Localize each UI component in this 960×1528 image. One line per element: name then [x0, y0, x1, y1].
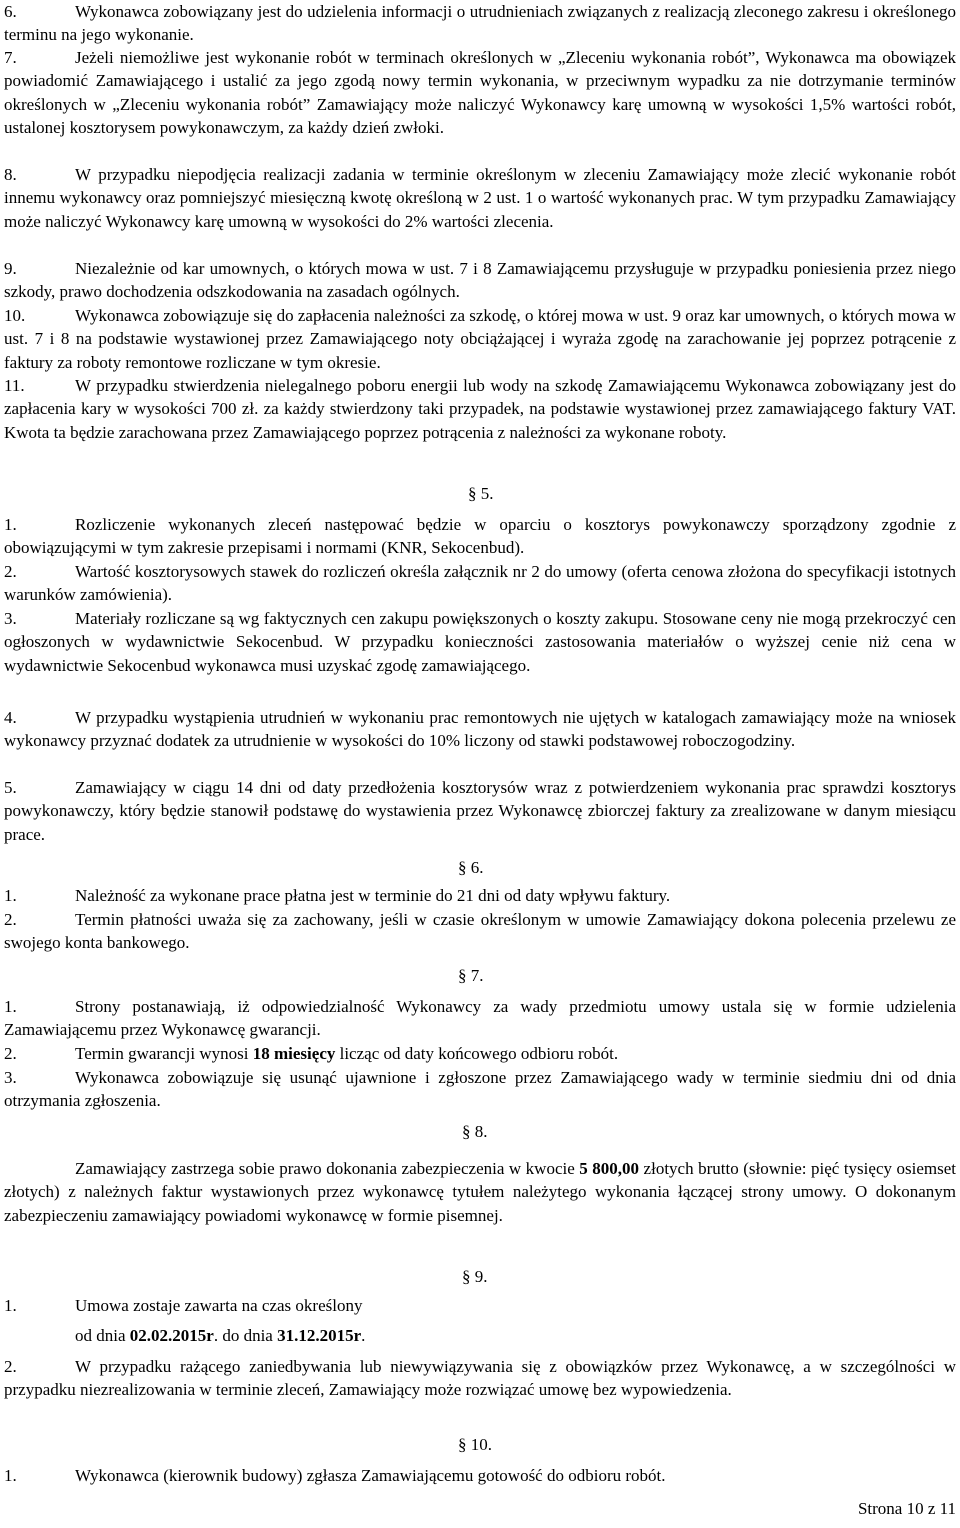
clause-text-end: licząc od daty końcowego odbioru robót.	[335, 1044, 619, 1063]
clause-10-1	[4, 1464, 956, 1487]
clause-text: Strony postanawiają, iż odpowiedzialność Wykonawcy za wady przedmiotu umowy ustala się w formie udzielenia Zamawiającemu przez Wykonawcę gwarancji.	[4, 997, 956, 1040]
section-number: 9.	[474, 1267, 488, 1286]
clause-text: Niezależnie od kar umownych, o których mowa w ust. 7 i 8 Zamawiającemu przysługuje w przypadku poniesienia przez niego szkody, prawo dochodzenia odszkodowania na zasadach ogólnych.	[4, 259, 956, 302]
clause-text: W przypadku wystąpienia utrudnień w wykonaniu prac remontowych nie ujętych w katalogach zamawiający może na wniosek wykonawcy przyznać dodatek za utrudnienie w wysokości do 10% liczony od stawki podstawowej roboczogodziny.	[4, 708, 956, 751]
clause-6-1	[4, 884, 956, 907]
clause-text: Rozliczenie wykonanych zleceń następować będzie w oparciu o kosztorys powykonawczy sporządzony zgodnie z obowiązującymi w tym zakresie przepisami i normami (KNR, Sekocenbud).	[4, 515, 956, 558]
page-footer: Strona 10 z 11	[857, 1499, 956, 1518]
section-heading-5	[468, 482, 494, 505]
clause-number: 2.	[4, 910, 17, 929]
clause-number: 1.	[4, 997, 17, 1016]
clause-number: 1.	[4, 515, 17, 534]
clause-number: 2.	[4, 1044, 17, 1063]
clause-number: 1.	[4, 1296, 17, 1315]
clause-text: Termin płatności uważa się za zachowany, jeśli w czasie określonym w umowie Zamawiający dokona polecenia przelewu ze swojego konta bankowego.	[4, 910, 956, 953]
clause-number: 3.	[4, 609, 17, 628]
clause-number: 10.	[4, 306, 26, 325]
clause-text: Zamawiający w ciągu 14 dni od daty przedłożenia kosztorysów wraz z potwierdzeniem wykonania prac sprawdzi kosztorys powykonawczy, który będzie stanowił podstawę do wystawienia przez Wykonawcę zbiorczej faktury za zrealizowane w danym miesiącu prace.	[4, 778, 956, 844]
clause-4-7	[4, 46, 956, 140]
section-sign: §	[458, 1435, 471, 1454]
clause-4-9	[4, 257, 956, 304]
section-number: 7.	[470, 966, 484, 985]
clause-text: Wykonawca zobowiązany jest do udzielenia informacji o utrudnieniach związanych z realizacją zleconego zakresu i określonego terminu na jego wykonanie.	[4, 2, 956, 45]
section-sign: §	[458, 858, 471, 877]
section-number: 6.	[470, 858, 484, 877]
clause-5-2	[4, 560, 956, 607]
clause-number: 9.	[4, 259, 17, 278]
clause-4-10	[4, 304, 956, 374]
clause-number: 3.	[4, 1068, 17, 1087]
contract-period	[75, 1324, 365, 1347]
clause-text: W przypadku niepodjęcia realizacji zadania w terminie określonym w zleceniu Zamawiający może zlecić wykonanie robót innemu wykonawcy oraz pomniejszyć miesięczną kwotę określoną w 2 ust. 1 o wartość wykonanych prac. W tym przypadku Zamawiający może naliczyć Wykonawcy karę umowną w wysokości do 2% wartości zlecenia.	[4, 165, 956, 231]
clause-7-1	[4, 995, 956, 1042]
clause-number: 2.	[4, 1357, 17, 1376]
warranty-period: 18 miesięcy	[252, 1044, 336, 1063]
clause-text: Materiały rozliczane są wg faktycznych cen zakupu powiększonych o koszty zakupu. Stosowane ceny nie mogą przekroczyć cen ogłoszonych w wydawnictwie Sekocenbud. W przypadku konieczności zastosowania materiałów o wyższej cenie niż cena w wydawnictwie Sekocenbud wykonawca musi uzyskać zgodę zamawiającego.	[4, 609, 956, 675]
section-heading-8	[462, 1120, 488, 1143]
clause-number: 1.	[4, 1466, 17, 1485]
clause-6-2	[4, 908, 956, 955]
clause-5-1	[4, 513, 956, 560]
clause-text: Zamawiający zastrzega sobie prawo dokonania zabezpieczenia w kwocie	[75, 1159, 580, 1178]
clause-5-4	[4, 706, 956, 753]
section-sign: §	[462, 1122, 475, 1141]
clause-number: 8.	[4, 165, 17, 184]
clause-4-6	[4, 0, 956, 47]
security-amount: 5 800,00	[579, 1159, 640, 1178]
clause-text: Umowa zostaje zawarta na czas określony	[75, 1296, 363, 1315]
clause-9-2	[4, 1355, 956, 1402]
clause-number: 2.	[4, 562, 17, 581]
clause-text: Wykonawca zobowiązuje się usunąć ujawnione i zgłoszone przez Zamawiającego wady w terminie siedmiu dni od dnia otrzymania zgłoszenia.	[4, 1068, 956, 1111]
date-suffix: .	[361, 1326, 366, 1345]
clause-text: Jeżeli niemożliwe jest wykonanie robót w terminach określonych w „Zleceniu wykonania robót”, Wykonawca ma obowiązek powiadomić Zamawiającego i ustalić za jego zgodą nowy termin wykonania, w przeciwnym wypadku za nie dotrzymanie terminów określonych w „Zleceniu wykonania robót” Zamawiający może naliczyć Wykonawcy karę umowną w wysokości 1,5% wartości robót, ustalonej kosztorysem powykonawczym, za każdy dzień zwłoki.	[4, 48, 956, 138]
end-date: 31.12.2015r	[277, 1326, 362, 1345]
section-sign: §	[462, 1267, 475, 1286]
clause-text: W przypadku stwierdzenia nielegalnego poboru energii lub wody na szkodę Zamawiającemu Wykonawca zobowiązany jest do zapłacenia kary w wysokości 700 zł. za każdy stwierdzony taki przypadek, na podstawie wystawionej przez zamawiającego faktury VAT. Kwota ta będzie zarachowana przez Zamawiającego poprzez potrącenia z należności za wykonane roboty.	[4, 376, 956, 442]
clause-text: Wartość kosztorysowych stawek do rozliczeń określa załącznik nr 2 do umowy (oferta cenowa złożona do specyfikacji istotnych warunków zamówienia).	[4, 562, 956, 605]
clause-number: 7.	[4, 48, 17, 67]
clause-8	[4, 1157, 956, 1227]
clause-4-8	[4, 163, 956, 233]
clause-5-5	[4, 776, 956, 846]
section-number: 10.	[470, 1435, 492, 1454]
clause-number: 6.	[4, 2, 17, 21]
clause-7-2	[4, 1042, 956, 1065]
section-number: 5.	[480, 484, 494, 503]
section-number: 8.	[474, 1122, 488, 1141]
section-heading-6	[458, 856, 484, 879]
section-heading-10	[458, 1433, 492, 1456]
start-date: 02.02.2015r	[129, 1326, 214, 1345]
clause-4-11	[4, 374, 956, 444]
clause-number: 4.	[4, 708, 17, 727]
clause-number: 5.	[4, 778, 17, 797]
clause-number: 1.	[4, 886, 17, 905]
date-prefix: od dnia	[75, 1326, 130, 1345]
section-heading-7	[458, 964, 484, 987]
clause-text: Wykonawca zobowiązuje się do zapłacenia należności za szkodę, o której mowa w ust. 9 oraz kar umownych, o których mowa w ust. 7 i 8 na podstawie wystawionej przez Zamawiającego noty obciążającej i wyraża zgodę na zarachowanie jej poprzez potrącenie z faktury za roboty remontowe rozliczane w tym okresie.	[4, 306, 956, 372]
section-sign: §	[468, 484, 481, 503]
clause-9-1	[4, 1294, 362, 1317]
section-sign: §	[458, 966, 471, 985]
clause-text: Wykonawca (kierownik budowy) zgłasza Zamawiającemu gotowość do odbioru robót.	[75, 1466, 666, 1485]
clause-number: 11.	[4, 376, 25, 395]
clause-text: W przypadku rażącego zaniedbywania lub niewywiązywania się z obowiązków przez Wykonawcę, a w szczególności w przypadku niezrealizowania w terminie zleceń, Zamawiający może rozwiązać umowę bez wypowiedzenia.	[4, 1357, 956, 1400]
date-separator: . do dnia	[213, 1326, 278, 1345]
clause-7-3	[4, 1066, 956, 1113]
clause-text: Termin gwarancji wynosi	[75, 1044, 253, 1063]
clause-text: Należność za wykonane prace płatna jest w terminie do 21 dni od daty wpływu faktury.	[75, 886, 671, 905]
clause-text-end: złotych brutto (słownie: pięć tysięcy osiemset złotych) z należnych faktur wystawionych przez wykonawcę tytułem należytego wykonania łączącej strony umowy. O dokonanym zabezpieczeniu zamawiający powiadomi wykonawcę w formie pisemnej.	[4, 1159, 956, 1225]
clause-5-3	[4, 607, 956, 677]
section-heading-9	[462, 1265, 488, 1288]
